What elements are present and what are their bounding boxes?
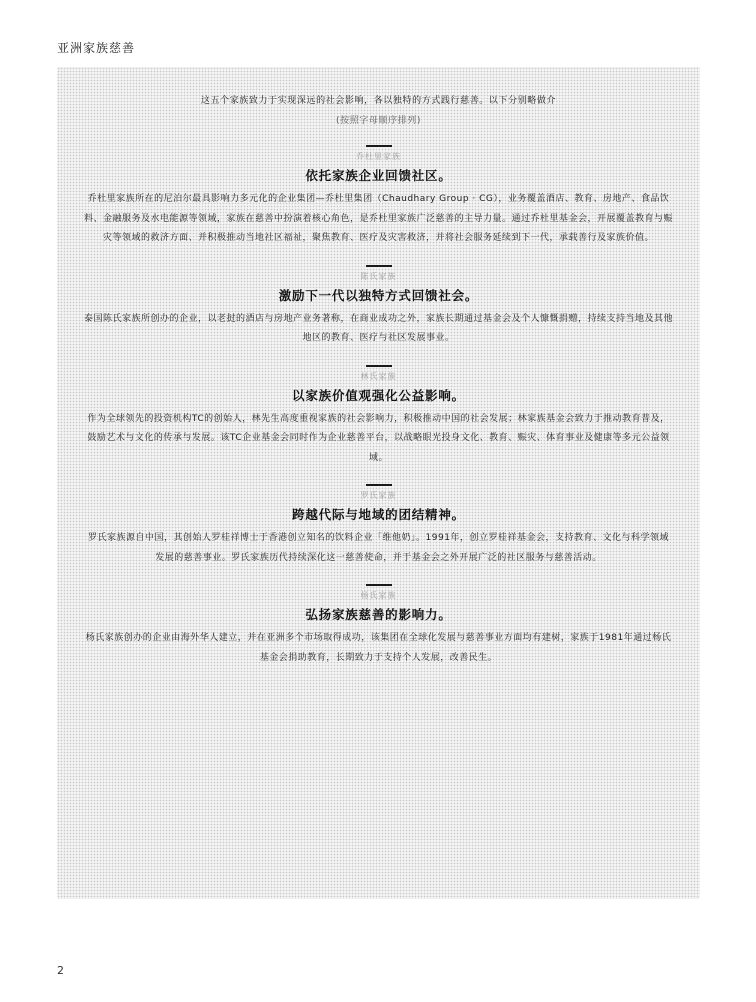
section-body: 作为全球领先的投资机构TC的创始人，林先生高度重视家族的社会影响力，积极推动中国的社会发展；林家族基金会致力于推动教育普及，鼓励艺术与文化的传承与发展。该TC企业基金会同时作为企业慈善平台，以战略眼光投身文化、教育、赈灾、体育事业及健康等多元公益领域。: [87, 413, 670, 463]
section-body: 乔杜里家族所在的尼泊尔最具影响力多元化的企业集团—乔杜里集团（Chaudhary Group · CG），业务覆盖酒店、教育、房地产、食品饮料、金融服务及水电能源等领域，家族在慈善中扮演着核心角色，是乔杜里家族广泛慈善的主导力量。通过乔杜里基金会，开展覆盖教育与赈灾等领域的救济方面、并积极推动当地社区福祉，聚焦教育、医疗及灾害救济，并将社会服务延续到下一代，承载善行及家族价值。: [83, 194, 673, 243]
intro-paragraph: [99, 91, 659, 131]
section-divider: [366, 584, 392, 586]
page-number: 2: [57, 964, 64, 977]
section-body: 罗氏家族源自中国，其创始人罗桂祥博士于香港创立知名的饮料企业「维他奶」。1991年，创立罗桂祥基金会，支持教育、文化与科学领域发展的慈善事业。罗氏家族历代持续深化这一慈善使命，并于基金会之外开展广泛的社区服务与慈善活动。: [88, 533, 669, 563]
section-label: 乔杜里家族: [356, 152, 401, 161]
section-heading: 弘扬家族慈善的影响力。: [305, 607, 452, 622]
section-heading: 以家族价值观强化公益影响。: [292, 387, 465, 403]
intro-text: 这五个家族致力于实现深远的社会影响，各以独特的方式践行慈善。以下分别略做介: [200, 96, 557, 106]
running-header: 亚洲家族慈善: [57, 41, 136, 55]
family-section: [84, 365, 674, 469]
section-heading: 跨越代际与地域的团结精神。: [292, 507, 465, 522]
family-section: [84, 484, 674, 568]
section-body: 泰国陈氏家族所创办的企业，以老挝的酒店与房地产业务著称，在商业成功之外，家族长期通过基金会及个人慷慨捐赠，持续支持当地及其他地区的教育、医疗与社区发展事业。: [83, 313, 673, 343]
family-section: [84, 145, 674, 249]
family-section: [84, 265, 674, 349]
section-heading: 依托家族企业回馈社区。: [305, 168, 452, 183]
section-label: 杨氏家族: [360, 591, 397, 600]
section-label: 罗氏家族: [360, 491, 397, 500]
section-body: 杨氏家族创办的企业由海外华人建立，并在亚洲多个市场取得成功，该集团在全球化发展与慈善事业方面均有建树，家族于1981年通过杨氏基金会捐助教育，长期致力于支持个人发展，改善民生。: [85, 633, 672, 663]
section-label: 陈氏家族: [360, 271, 397, 281]
section-divider: [366, 365, 392, 367]
section-label: 林氏家族: [360, 371, 397, 381]
section-divider: [366, 484, 392, 486]
section-heading: 激励下一代以独特方式回馈社会。: [278, 287, 479, 303]
section-divider: [366, 265, 392, 267]
intro-subline: (按照字母顺序排列): [335, 116, 422, 126]
content-panel: [57, 67, 700, 899]
section-divider: [366, 145, 392, 147]
family-section: [84, 584, 674, 668]
